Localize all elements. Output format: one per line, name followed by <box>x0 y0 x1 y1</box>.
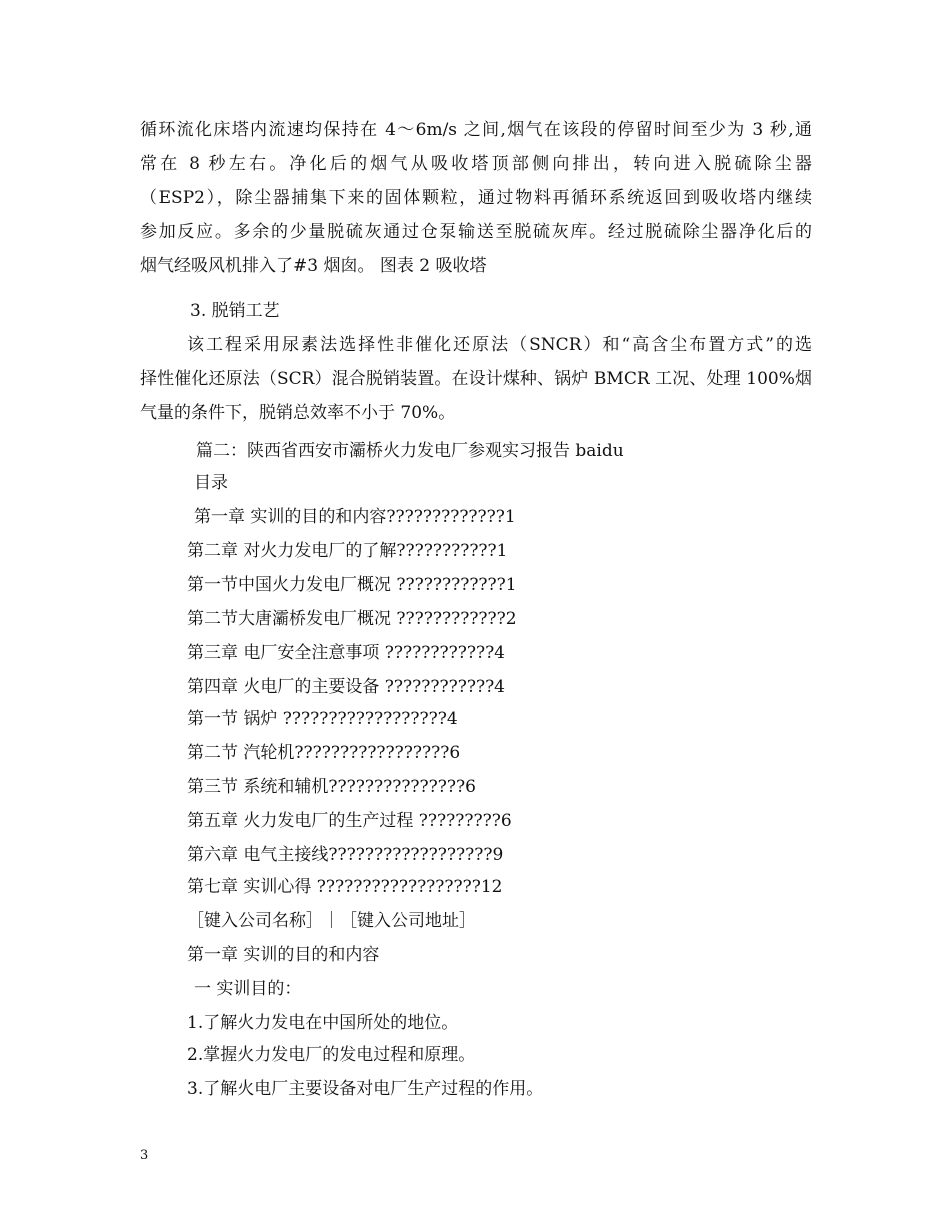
toc-entry: 第四章 火电厂的主要设备 ????????????4 <box>187 677 505 697</box>
toc-entry: 第五章 火力发电厂的生产过程 ?????????6 <box>187 811 512 831</box>
paragraph2-line-3: 气量的条件下，脱销总效率不小于 70%。 <box>140 403 456 423</box>
toc-entry: 第二节大唐灞桥发电厂概况 ????????????2 <box>187 609 517 629</box>
toc-entry: 第一节 锅炉 ??????????????????4 <box>187 709 458 729</box>
objective-item: 3.了解火电厂主要设备对电厂生产过程的作用。 <box>187 1079 544 1099</box>
toc-entry: 第六章 电气主接线??????????????????9 <box>187 845 504 865</box>
paragraph2-line-1: 该工程采用尿素法选择性非催化还原法（SNCR）和“高含尘布置方式”的选 <box>187 335 812 355</box>
toc-entry: 第二节 汽轮机?????????????????6 <box>187 743 461 763</box>
paragraph1-line-4: 参加反应。多余的少量脱硫灰通过仓泵输送至脱硫灰库。经过脱硫除尘器净化后的 <box>140 222 812 242</box>
toc-entry: 第二章 对火力发电厂的了解???????????1 <box>187 541 508 561</box>
toc-entry: 第一章 实训的目的和内容?????????????1 <box>194 507 516 527</box>
toc-title: 目录 <box>194 473 228 493</box>
toc-entry: 第七章 实训心得 ??????????????????12 <box>187 877 503 897</box>
paragraph1-line-3: （ESP2），除尘器捕集下来的固体颗粒，通过物料再循环系统返回到吸收塔内继续 <box>140 188 812 208</box>
page-number: 3 <box>140 1148 149 1163</box>
toc-entry: 第三章 电厂安全注意事项 ????????????4 <box>187 643 505 663</box>
section1-title: 一 实训目的： <box>194 979 302 999</box>
paragraph1-line-5: 烟气经吸风机排入了#3 烟囱。 图表 2 吸收塔 <box>140 256 487 276</box>
section3-heading: 3. 脱销工艺 <box>190 301 280 321</box>
header-placeholder: ［键入公司名称］｜［键入公司地址］ <box>187 911 476 931</box>
paragraph1-line-1: 循环流化床塔内流速均保持在 4～6m/s 之间,烟气在该段的停留时间至少为 3 秒,通 <box>140 120 812 140</box>
article2-title: 篇二：陕西省西安市灞桥火力发电厂参观实习报告 baidu <box>196 441 624 461</box>
paragraph2-line-2: 择性催化还原法（SCR）混合脱销装置。在设计煤种、锅炉 BMCR 工况、处理 100%烟 <box>140 369 812 389</box>
objective-item: 2.掌握火力发电厂的发电过程和原理。 <box>187 1045 476 1065</box>
objective-item: 1.了解火力发电在中国所处的地位。 <box>187 1013 459 1033</box>
toc-entry: 第一节中国火力发电厂概况 ????????????1 <box>187 575 517 595</box>
toc-entry: 第三节 系统和辅机???????????????6 <box>187 777 476 797</box>
paragraph1-line-2: 常在 8 秒左右。净化后的烟气从吸收塔顶部侧向排出，转向进入脱硫除尘器 <box>140 154 812 174</box>
chapter1-title: 第一章 实训的目的和内容 <box>187 945 380 965</box>
